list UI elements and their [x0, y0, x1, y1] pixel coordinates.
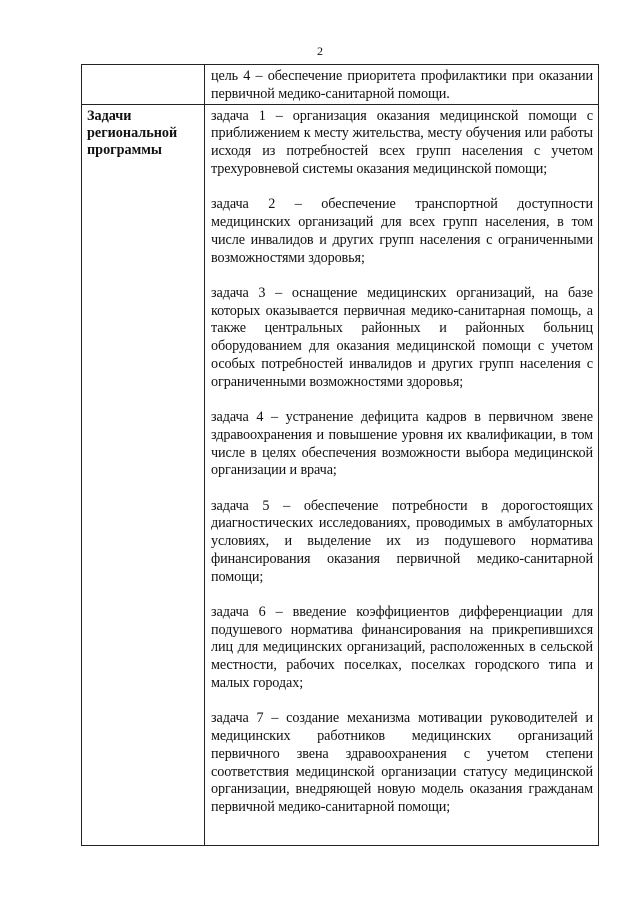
task-3: задача 3 – оснащение медицинских организаций, на базе которых оказывается первичная медико-санитарная помощь, а также центральных районных и районных больниц оборудованием для оказания медицинской помощи с учетом особых потребностей инвалидов и других групп населения с ограниченными возможностями здоровья;	[211, 284, 593, 390]
table-row-goal	[82, 65, 599, 105]
task-5: задача 5 – обеспечение потребности в дорогостоящих диагностических исследованиях, проводимых в амбулаторных условиях, и выделение их из подушевого норматива финансирования оказания первичной медико-санитарной помощи;	[211, 497, 593, 585]
tasks-label-cell	[82, 104, 205, 845]
task-1: задача 1 – организация оказания медицинской помощи с приближением к месту жительства, месту обучения или работы исходя из потребностей всех групп населения с учетом трехуровневой системы оказания медицинской помощи;	[211, 107, 593, 177]
tasks-cell	[205, 104, 599, 845]
task-4: задача 4 – устранение дефицита кадров в первичном звене здравоохранения и повышение уровня их квалификации, в том числе в целях обеспечения возможности выбора медицинской организации и врача;	[211, 408, 593, 479]
empty-label-cell	[82, 65, 205, 105]
task-6: задача 6 – введение коэффициентов дифференциации для подушевого норматива финансирования на прикрепившихся лиц для медицинских организаций, расположенных в сельской местности, рабочих поселках, поселках городского типа и малых городах;	[211, 603, 593, 692]
task-2: задача 2 – обеспечение транспортной доступности медицинских организаций для всех групп населения, в том числе инвалидов и других групп населения с ограниченными возможностями здоровья;	[211, 196, 593, 266]
goal-4-text: цель 4 – обеспечение приоритета профилактики при оказании первичной медико-санитарной помощи.	[211, 68, 593, 102]
page-number: 2	[317, 44, 323, 58]
table-row-tasks	[82, 104, 599, 845]
program-table	[81, 64, 599, 846]
goal-cell	[205, 65, 599, 105]
task-7: задача 7 – создание механизма мотивации руководителей и медицинских работников медицинских организаций первичного звена здравоохранения с учетом степени соответствия медицинской организации статусу медицинской организации, внедряющей новую модель оказания гражданам первичной медико-санитарной помощи;	[211, 710, 593, 816]
tasks-label: Задачи региональной программы	[87, 107, 178, 159]
